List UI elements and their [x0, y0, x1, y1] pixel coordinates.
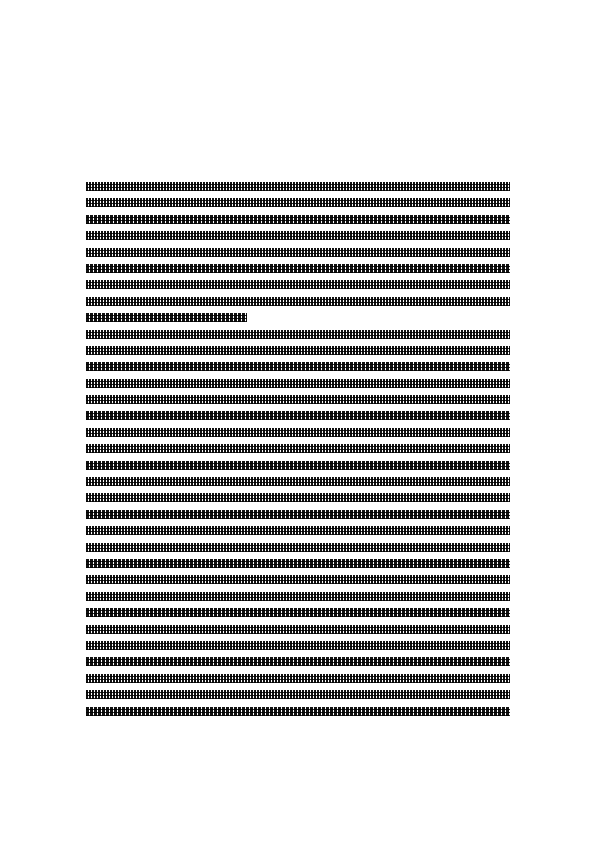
text-ink: [86, 297, 510, 306]
text-line: [86, 461, 510, 470]
text-ink: [86, 690, 510, 699]
text-ink: [86, 248, 510, 257]
text-line: [86, 690, 510, 699]
text-ink: [86, 264, 510, 273]
text-line: [86, 280, 510, 289]
text-line: [86, 526, 510, 535]
text-ink: [86, 641, 510, 650]
text-line: [86, 444, 510, 453]
text-ink: [86, 657, 510, 666]
text-line: [86, 182, 510, 191]
text-line: [86, 477, 510, 486]
text-line: [86, 215, 510, 224]
text-line: [86, 707, 510, 716]
text-line: [86, 657, 510, 666]
text-line: [86, 674, 510, 683]
text-ink: [86, 477, 510, 486]
text-ink: [86, 510, 510, 519]
text-line: [86, 231, 510, 240]
text-line: [86, 395, 510, 404]
text-line: [86, 198, 510, 207]
text-line: [86, 346, 510, 355]
text-line: [86, 362, 510, 371]
text-ink: [86, 674, 510, 683]
text-ink: [86, 526, 510, 535]
text-ink: [86, 330, 510, 339]
text-ink: [86, 461, 510, 470]
text-line: [86, 575, 510, 584]
text-line: [86, 625, 510, 634]
text-ink: [86, 379, 510, 388]
text-ink: [86, 182, 510, 191]
text-ink: [86, 444, 510, 453]
text-ink: [86, 362, 510, 371]
text-line: [86, 379, 510, 388]
text-line: [86, 248, 510, 257]
text-line: [86, 297, 510, 306]
text-line: [86, 592, 510, 601]
text-line: [86, 543, 510, 552]
text-ink: [86, 346, 510, 355]
text-ink: [86, 575, 510, 584]
text-ink: [86, 625, 510, 634]
text-ink: [86, 493, 510, 502]
text-ink: [86, 559, 510, 568]
text-ink: [86, 428, 510, 437]
text-line: [86, 330, 510, 339]
text-ink: [86, 198, 510, 207]
text-ink: [86, 280, 510, 289]
text-ink: [86, 411, 510, 420]
text-ink: [86, 231, 510, 240]
text-line: [86, 264, 510, 273]
text-ink: [86, 313, 247, 322]
document-body: [86, 182, 510, 723]
text-ink: [86, 592, 510, 601]
text-ink: [86, 215, 510, 224]
text-ink: [86, 395, 510, 404]
text-line: [86, 493, 510, 502]
text-line: [86, 313, 247, 322]
text-line: [86, 510, 510, 519]
text-line: [86, 608, 510, 617]
text-ink: [86, 707, 510, 716]
text-line: [86, 641, 510, 650]
text-ink: [86, 543, 510, 552]
text-line: [86, 559, 510, 568]
text-line: [86, 411, 510, 420]
text-line: [86, 428, 510, 437]
text-ink: [86, 608, 510, 617]
